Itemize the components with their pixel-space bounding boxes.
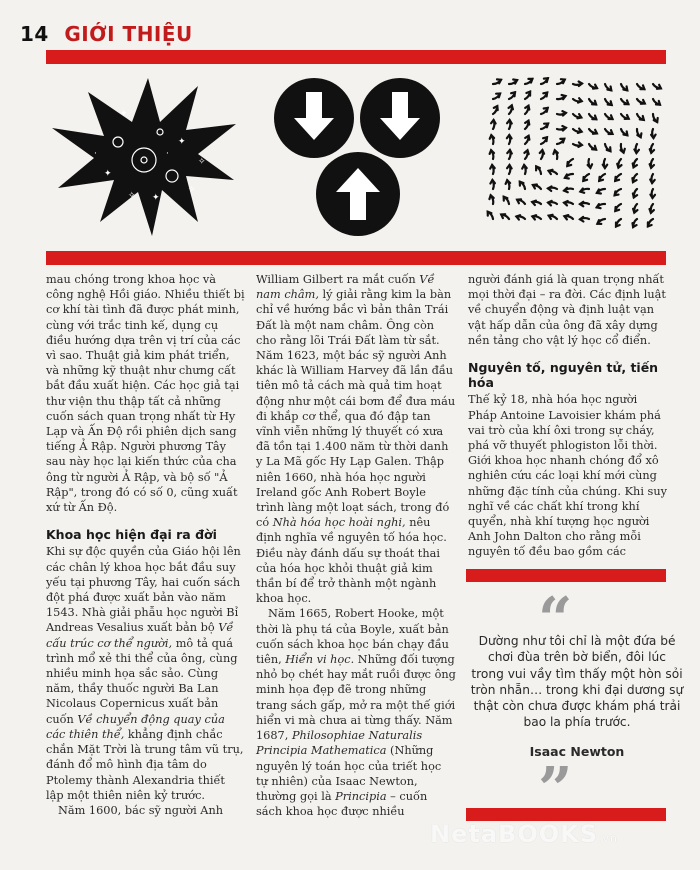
mid-red-bar [46, 251, 666, 265]
svg-text:✦: ✦ [104, 169, 112, 179]
watermark-logo: NetaBOOKS.vn [430, 820, 618, 848]
swirling-arrows-illustration [478, 76, 664, 236]
close-quote-mark: ” [538, 755, 573, 825]
page-number: 14 [20, 22, 49, 46]
column-2 [256, 272, 456, 819]
paragraph: William Gilbert ra mắt cuốn Về nam châm, lý giải rằng kim la bàn chỉ về hướng bắc vì bản thân Trái Đất là một nam châm. Ông còn cho rằng lõi Trái Đất làm từ sắt. Năm 1623, một bác sỹ người Anh khác là William Harvey đã lần đầu tiên mô tả cách mà quả tim hoạt động như một cái bơm để đưa máu đi khắp cơ thể, qua đó đập tan vĩnh viễn những lý thuyết có xưa đã tồn tại 1.400 năm từ thời danh y La Mã gốc Hy Lạp Galen. Thập niên 1660, nhà hóa học người Ireland gốc Anh Robert Boyle trình làng một loạt sách, trong đó có Nhà hóa học hoài nghi, nêu định nghĩa về nguyên tố hóa học. Điều này đánh dấu sự thoát thai của hóa học khỏi thuật giả kim thần bí để trở thành một ngành khoa học. [256, 273, 456, 606]
svg-text:✧: ✧ [198, 157, 206, 167]
page-header [20, 22, 193, 46]
pull-quote: Dường như tôi chỉ là một đứa bé chơi đùa trên bờ biển, đôi lúc trong vui vầy tìm thấy một hòn sỏi tròn nhẵn… trong khi đại dương sự thật còn chưa được khám phá trải bao la phía trước. [470, 634, 684, 730]
paragraph: Khi sự độc quyền của Giáo hội lên các chân lý khoa học bắt đầu suy yếu tại phương Tây, hai cuốn sách đột phá được xuất bản vào năm 1543. Nhà giải phẫu học người Bỉ Andreas Vesalius xuất bản bộ Về cấu trúc cơ thể người, mô tả quá trình mổ xẻ thi thể của ông, cùng nhiều minh họa sắc sảo. Cùng năm, thầy thuốc người Ba Lan Nicolaus Copernicus xuất bản cuốn Về chuyển động quay của các thiên thể, khẳng định chắc chắn Mặt Trời là trung tâm vũ trụ, đánh đổ mô hình địa tâm do Ptolemy thành Alexandria thiết lập một thiên niên kỷ trước. [46, 545, 244, 802]
section-heading: Nguyên tố, nguyên tử, tiến hóa [468, 360, 659, 391]
svg-text:✧: ✧ [128, 191, 136, 201]
svg-text:·: · [94, 149, 97, 159]
paragraph: người đánh giá là quan trọng nhất mọi thời đại – ra đời. Các định luật về chuyển động và định luật vạn vật hấp dẫn của ông đã xây dựng nền tảng cho vật lý học cổ điển. [468, 273, 666, 347]
section-title: GIỚI THIỆU [64, 22, 193, 46]
svg-text:✦: ✦ [120, 109, 128, 119]
svg-text:✦: ✦ [152, 193, 160, 203]
starburst-illustration [48, 72, 240, 242]
svg-text:✦: ✦ [178, 137, 186, 147]
paragraph: Thế kỷ 18, nhà hóa học người Pháp Antoine Lavoisier khám phá vai trò của khí ôxi trong sự cháy, phá vỡ thuyết phlogiston lỗi thời. Giới khoa học nhanh chóng đổ xô nghiên cứu các loại khí mới cùng những đặc tính của chúng. Khi suy nghĩ về các chất khí trong khí quyển, nhà khí tượng học người Anh John Dalton cho rằng mỗi nguyên tố đều bao gồm các [468, 393, 667, 559]
svg-text:·: · [166, 149, 169, 159]
arrow-circles-illustration [272, 74, 444, 240]
column-1 [46, 272, 246, 818]
open-quote-mark: “ [538, 585, 573, 655]
column-3 [468, 272, 668, 560]
paragraph: Năm 1600, bác sỹ người Anh [58, 803, 224, 817]
quote-author: Isaac Newton [529, 744, 625, 759]
quote-top-bar [466, 569, 666, 582]
paragraph: mau chóng trong khoa học và công nghệ Hồi giáo. Nhiều thiết bị cơ khí tài tình đã được phát minh, cùng với trắc tinh kế, dụng cụ điều hướng dựa trên vị trí của các vì sao. Thuật giả kim phát triển, và những kỹ thuật như chưng cất bắt đầu xuất hiện. Các học giả tại thư viện thu thập tất cả những cuốn sách quan trọng nhất từ Hy Lạp và Ấn Độ rồi phiên dịch sang tiếng Ả Rập. Người phương Tây sau này học lại kiến thức của cha ông từ người Ả Rập, và bộ số "Ả Rập", trong đó có số 0, cũng xuất xứ từ Ấn Độ. [46, 273, 245, 515]
top-red-bar [46, 50, 666, 64]
paragraph: Năm 1665, Robert Hooke, một thời là phụ tá của Boyle, xuất bản cuốn sách khoa học bán chạy đầu tiên, Hiển vi học. Những đối tượng nhỏ bọ chét hay mắt ruồi được ông minh họa đẹp đẽ trong những trang sách gấp, mở ra một thế giới hiển vi mà chưa ai từng thấy. Năm 1687, Philosophiae Naturalis Principia Mathematica (Những nguyên lý toán học của triết học tự nhiên) của Isaac Newton, thường gọi là Principia – cuốn sách khoa học được nhiều [256, 607, 456, 819]
section-heading: Khoa học hiện đại ra đời [46, 527, 217, 543]
svg-text:✧: ✧ [188, 185, 196, 195]
